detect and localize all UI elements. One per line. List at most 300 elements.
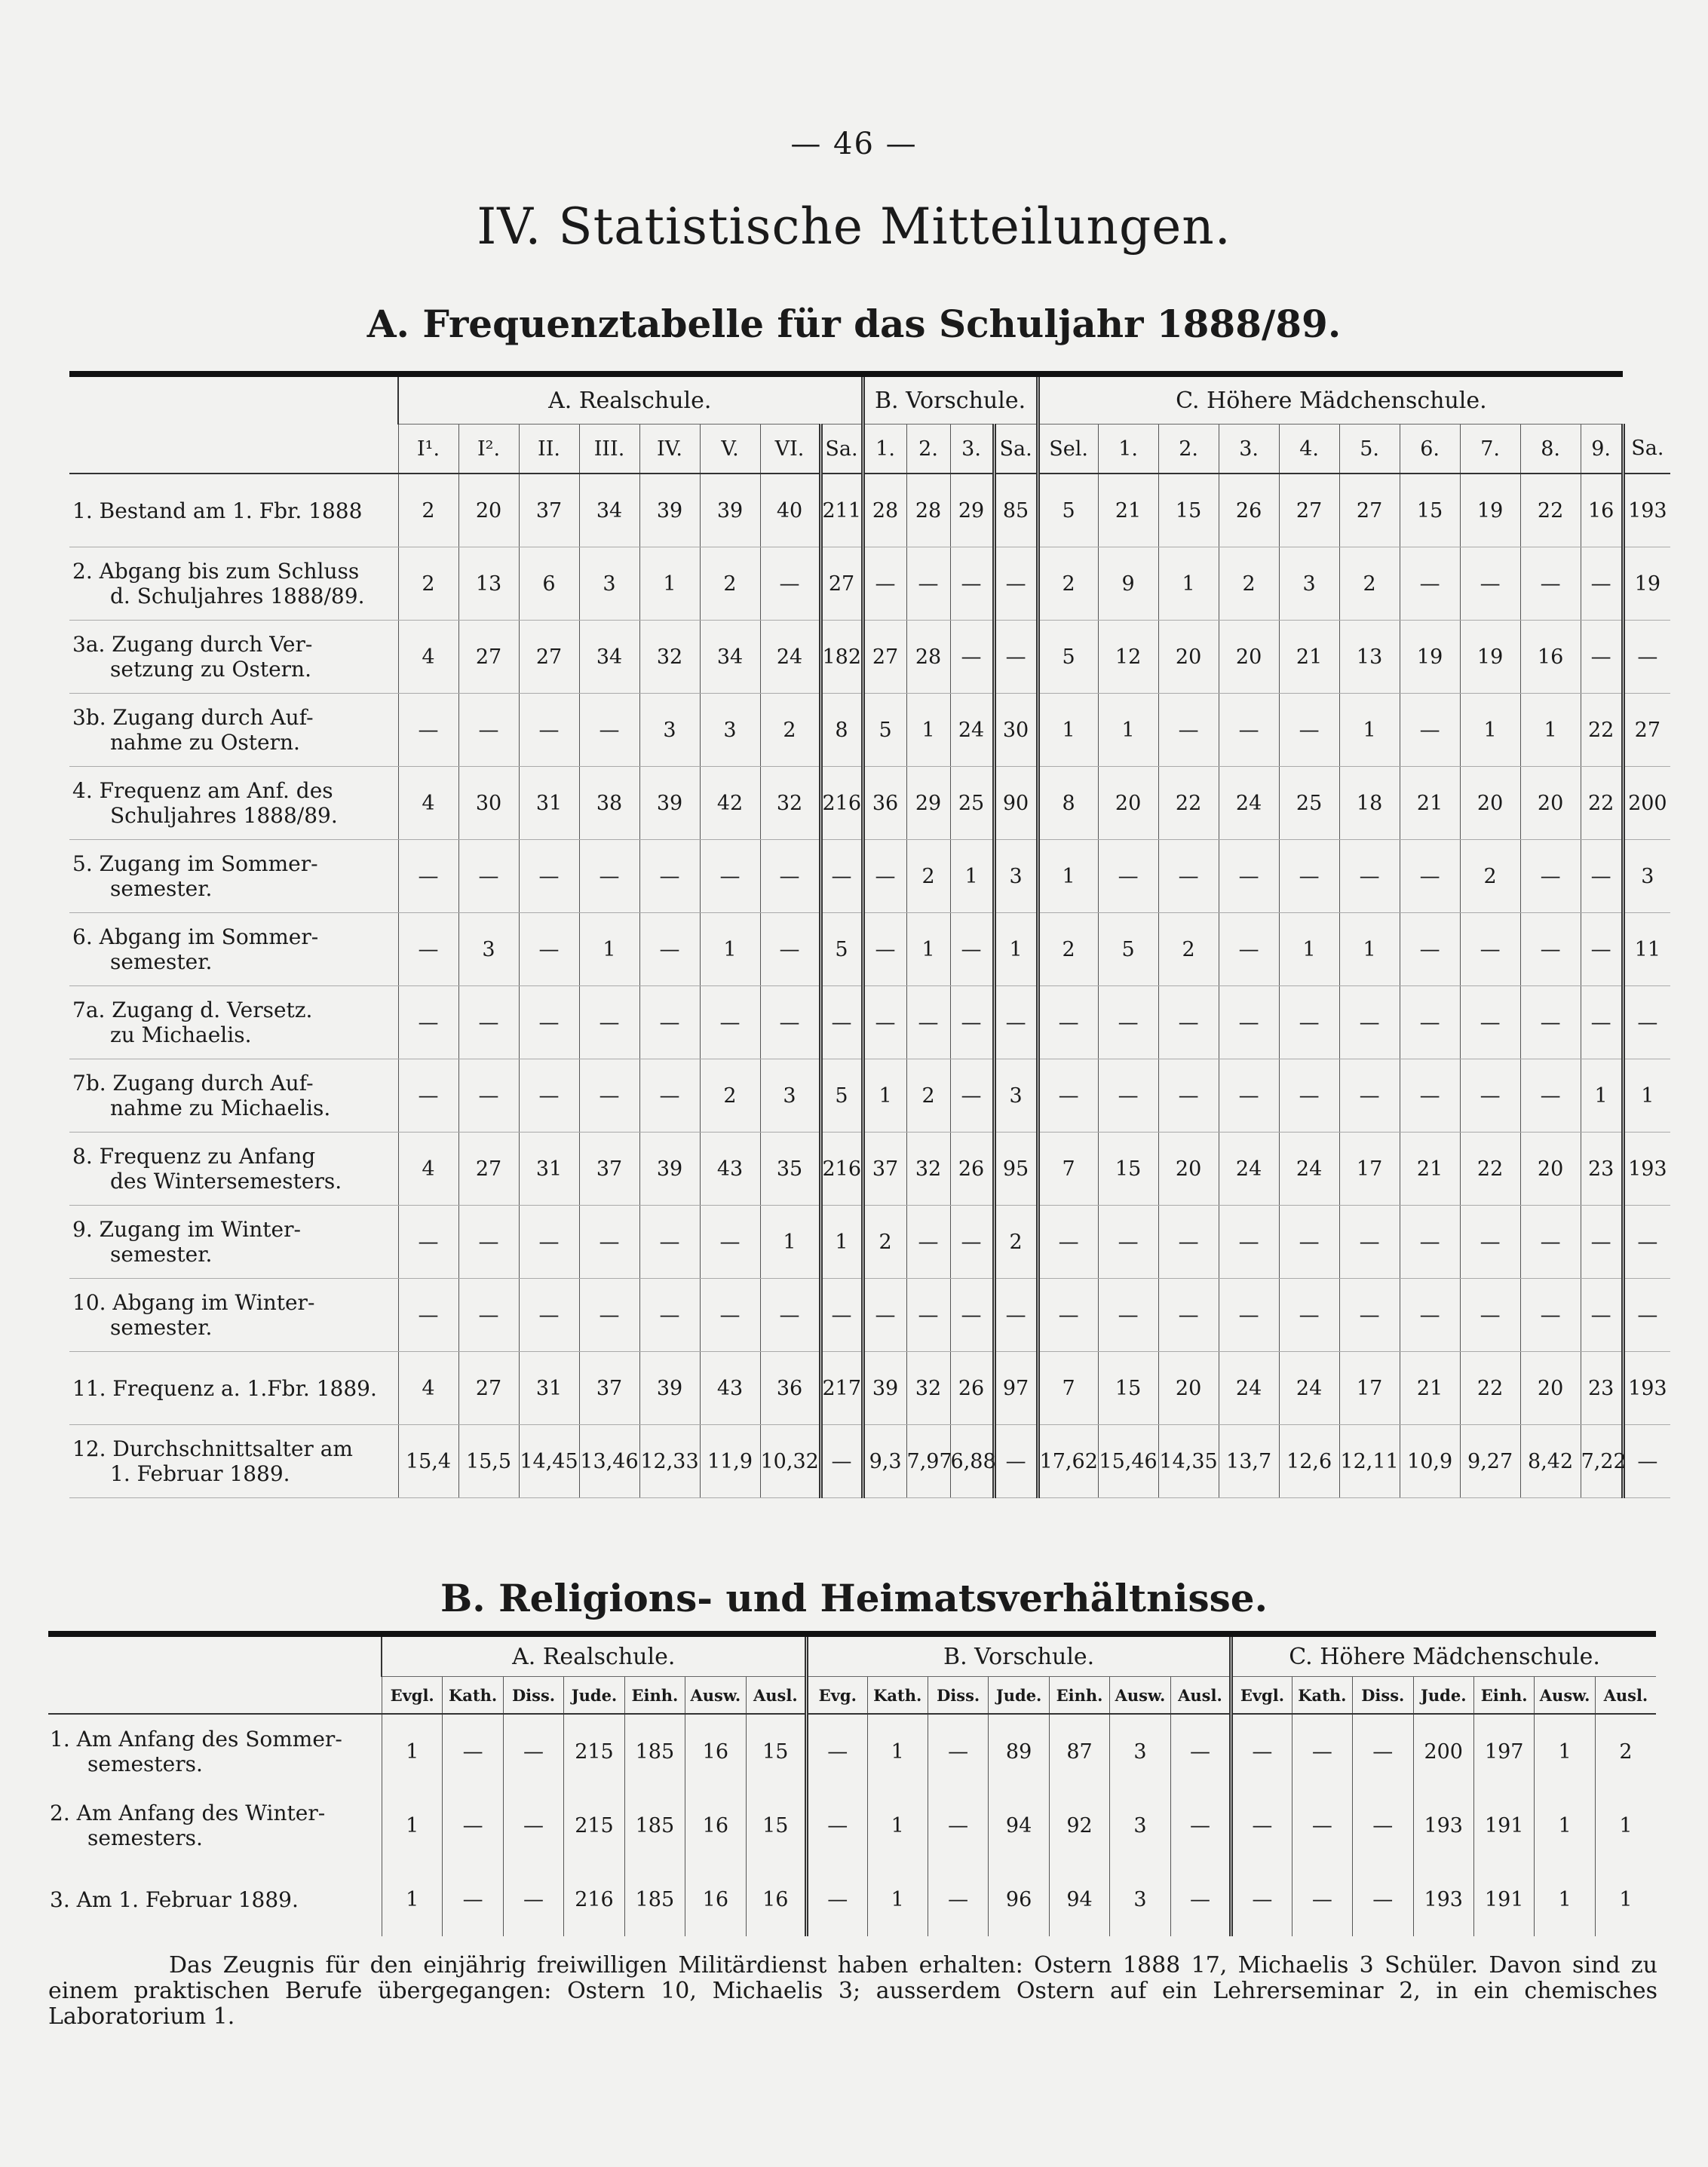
row-label-line: 5. Zugang im Sommer- <box>72 851 318 876</box>
table-cell: 27 <box>458 621 519 694</box>
table-cell: 17 <box>1339 1133 1400 1206</box>
table-cell: 4 <box>398 621 458 694</box>
table-cell: — <box>1292 1862 1352 1936</box>
table-cell: 20 <box>1520 767 1581 840</box>
column-header: Evgl. <box>382 1677 442 1715</box>
table-cell: — <box>1279 1059 1339 1133</box>
table-cell: — <box>1400 1279 1460 1352</box>
table-cell: 18 <box>1339 767 1400 840</box>
column-header: Jude. <box>564 1677 624 1715</box>
table-cell: 5 <box>1038 474 1098 547</box>
row-label-line: 3. Am 1. Februar 1889. <box>50 1887 299 1912</box>
table-cell: 193 <box>1413 1862 1473 1936</box>
table-cell: 24 <box>1219 1133 1279 1206</box>
table-cell: — <box>807 1788 867 1862</box>
table-cell: — <box>1170 1788 1231 1862</box>
table-cell: — <box>1279 694 1339 767</box>
table-cell: 15 <box>746 1788 807 1862</box>
table-cell: 27 <box>519 621 579 694</box>
table-cell: — <box>1400 913 1460 986</box>
table-cell: 27 <box>1339 474 1400 547</box>
table-cell: 193 <box>1623 1133 1670 1206</box>
table-cell: — <box>760 913 820 986</box>
table-cell: 2 <box>1158 913 1219 986</box>
table-cell: 20 <box>1520 1352 1581 1425</box>
table-cell: — <box>1219 1279 1279 1352</box>
table-cell: 16 <box>685 1714 746 1788</box>
table-cell: 5 <box>863 694 906 767</box>
row-label-line: 3a. Zugang durch Ver- <box>72 632 313 657</box>
table-cell: 1 <box>700 913 760 986</box>
table-cell: 26 <box>1219 474 1279 547</box>
table-cell: — <box>906 986 950 1059</box>
table-cell: 2 <box>398 474 458 547</box>
column-header: VI. <box>760 425 820 474</box>
table-cell: — <box>1158 1206 1219 1279</box>
table-cell: 37 <box>863 1133 906 1206</box>
table-cell: 95 <box>994 1133 1038 1206</box>
table-cell: 197 <box>1473 1714 1534 1788</box>
table-cell: — <box>1098 986 1158 1059</box>
table-cell: — <box>950 986 994 1059</box>
table-cell: 1 <box>1535 1714 1595 1788</box>
column-header: Diss. <box>928 1677 988 1715</box>
table-cell: — <box>519 913 579 986</box>
table-cell: 8 <box>820 694 863 767</box>
table-cell: 19 <box>1460 474 1520 547</box>
table-cell: 1 <box>1535 1862 1595 1936</box>
column-header: 3. <box>950 425 994 474</box>
table-cell: — <box>443 1788 503 1862</box>
table-cell: 28 <box>906 621 950 694</box>
table-cell: 20 <box>1158 621 1219 694</box>
table-cell: — <box>760 840 820 913</box>
table-cell: — <box>1339 1279 1400 1352</box>
table-cell: 2 <box>1219 547 1279 621</box>
column-header: 3. <box>1219 425 1279 474</box>
table-cell: 7,22 <box>1581 1425 1623 1498</box>
row-label-line: 10. Abgang im Winter- <box>72 1290 315 1315</box>
row-label <box>48 1862 382 1936</box>
table-cell: 20 <box>1219 621 1279 694</box>
table-cell: 7,97 <box>906 1425 950 1498</box>
table-cell: 7 <box>1038 1133 1098 1206</box>
group-header: B. Vorschule. <box>807 1634 1231 1677</box>
row-label <box>69 1133 398 1206</box>
table-cell: 32 <box>760 767 820 840</box>
table-cell: 39 <box>639 474 700 547</box>
table-cell: 40 <box>760 474 820 547</box>
column-header: Sa. <box>1623 425 1670 474</box>
table-cell: 3 <box>1110 1862 1170 1936</box>
table-cell: — <box>1158 694 1219 767</box>
table-row <box>69 1352 1670 1425</box>
table-cell: 1 <box>1158 547 1219 621</box>
column-header: Evg. <box>807 1677 867 1715</box>
row-label <box>69 1059 398 1133</box>
table-b-group-row <box>48 1634 1656 1677</box>
group-header: A. Realschule. <box>398 374 863 425</box>
table-cell: — <box>994 986 1038 1059</box>
table-cell: 23 <box>1581 1133 1623 1206</box>
table-cell: — <box>1581 913 1623 986</box>
table-cell: — <box>1231 1788 1292 1862</box>
table-cell: 43 <box>700 1352 760 1425</box>
row-label <box>69 1206 398 1279</box>
table-cell: 2 <box>906 1059 950 1133</box>
table-cell: 1 <box>1535 1788 1595 1862</box>
table-cell: — <box>1279 840 1339 913</box>
table-cell: 16 <box>746 1862 807 1936</box>
table-cell: 215 <box>564 1714 624 1788</box>
table-cell: — <box>639 986 700 1059</box>
table-cell: — <box>1231 1714 1292 1788</box>
table-cell: 14,35 <box>1158 1425 1219 1498</box>
table-cell: 13 <box>458 547 519 621</box>
table-cell: 2 <box>700 1059 760 1133</box>
table-cell: 3 <box>760 1059 820 1133</box>
table-cell: 14,45 <box>519 1425 579 1498</box>
table-cell: — <box>1400 1059 1460 1133</box>
table-cell: — <box>863 840 906 913</box>
table-row <box>69 913 1670 986</box>
table-cell: 16 <box>685 1862 746 1936</box>
table-cell: — <box>1520 1206 1581 1279</box>
table-cell: 32 <box>639 621 700 694</box>
table-cell: 21 <box>1400 767 1460 840</box>
table-row <box>69 986 1670 1059</box>
table-cell: 25 <box>950 767 994 840</box>
group-header: B. Vorschule. <box>863 374 1038 425</box>
column-header: 4. <box>1279 425 1339 474</box>
table-cell: — <box>1581 621 1623 694</box>
table-cell: 3 <box>1110 1788 1170 1862</box>
table-cell: 200 <box>1623 767 1670 840</box>
table-cell: 32 <box>906 1133 950 1206</box>
table-cell: — <box>1158 986 1219 1059</box>
table-cell: — <box>994 1279 1038 1352</box>
table-cell: — <box>458 840 519 913</box>
table-cell: — <box>1292 1714 1352 1788</box>
table-cell: — <box>1098 1059 1158 1133</box>
table-cell: 22 <box>1581 767 1623 840</box>
table-cell: 39 <box>639 1133 700 1206</box>
table-cell: 5 <box>820 913 863 986</box>
column-header: Ausw. <box>1110 1677 1170 1715</box>
table-cell: — <box>863 913 906 986</box>
table-cell: 39 <box>639 1352 700 1425</box>
table-cell: — <box>519 986 579 1059</box>
table-cell: 1 <box>760 1206 820 1279</box>
table-cell: — <box>579 694 639 767</box>
table-cell: — <box>1460 986 1520 1059</box>
table-cell: 90 <box>994 767 1038 840</box>
table-cell: — <box>398 840 458 913</box>
table-cell: — <box>1219 694 1279 767</box>
row-label <box>69 913 398 986</box>
table-cell: 1 <box>1581 1059 1623 1133</box>
table-cell: 15 <box>1098 1133 1158 1206</box>
table-cell: 2 <box>906 840 950 913</box>
table-cell: — <box>1400 694 1460 767</box>
table-cell: — <box>503 1714 563 1788</box>
section-b-title: B. Religions- und Heimatsverhältnisse. <box>440 1576 1268 1620</box>
table-cell: 22 <box>1581 694 1623 767</box>
table-cell: 42 <box>700 767 760 840</box>
table-cell: 211 <box>820 474 863 547</box>
table-cell: 27 <box>1623 694 1670 767</box>
table-cell: 3 <box>1279 547 1339 621</box>
table-cell: 34 <box>700 621 760 694</box>
table-cell: 3 <box>994 840 1038 913</box>
table-cell: 11 <box>1623 913 1670 986</box>
table-cell: 27 <box>458 1133 519 1206</box>
section-a-title: A. Frequenztabelle für das Schuljahr 1888/89. <box>366 302 1342 346</box>
table-cell: 193 <box>1623 474 1670 547</box>
table-cell: 216 <box>564 1862 624 1936</box>
table-cell: 1 <box>382 1788 442 1862</box>
table-cell: — <box>1353 1788 1413 1862</box>
table-cell: — <box>519 1279 579 1352</box>
frequency-table <box>69 371 1670 1498</box>
table-cell: — <box>1353 1862 1413 1936</box>
table-cell: — <box>1400 840 1460 913</box>
table-cell: 20 <box>458 474 519 547</box>
table-cell: — <box>760 547 820 621</box>
table-cell: 3 <box>639 694 700 767</box>
table-cell: — <box>1339 840 1400 913</box>
column-header: Diss. <box>503 1677 563 1715</box>
table-cell: — <box>1520 913 1581 986</box>
table-b-body <box>48 1714 1656 1936</box>
table-cell: 28 <box>863 474 906 547</box>
table-cell: 20 <box>1460 767 1520 840</box>
table-cell: — <box>820 840 863 913</box>
table-cell: 9,27 <box>1460 1425 1520 1498</box>
table-cell: 13 <box>1339 621 1400 694</box>
row-label-line: 2. Abgang bis zum Schluss <box>72 559 360 584</box>
column-header: 8. <box>1520 425 1581 474</box>
table-cell: — <box>1520 986 1581 1059</box>
table-cell: 1 <box>1038 840 1098 913</box>
table-cell: — <box>1038 986 1098 1059</box>
table-cell: — <box>1339 1059 1400 1133</box>
table-row <box>48 1714 1656 1788</box>
column-header: Einh. <box>1473 1677 1534 1715</box>
table-cell: — <box>906 1206 950 1279</box>
table-cell: 1 <box>1038 694 1098 767</box>
row-label <box>69 547 398 621</box>
table-cell: 9 <box>1098 547 1158 621</box>
table-cell: 19 <box>1623 547 1670 621</box>
row-label-line: d. Schuljahres 1888/89. <box>110 584 365 608</box>
row-label-line: 12. Durchschnittsalter am <box>72 1436 353 1461</box>
table-cell: 6,88 <box>950 1425 994 1498</box>
table-cell: 4 <box>398 1352 458 1425</box>
table-cell: — <box>458 1206 519 1279</box>
table-b-corner <box>48 1634 382 1714</box>
row-label-line: zu Michaelis. <box>110 1022 252 1047</box>
table-cell: — <box>1460 913 1520 986</box>
column-header: Sa. <box>820 425 863 474</box>
table-cell: 19 <box>1400 621 1460 694</box>
table-cell: — <box>700 1279 760 1352</box>
table-cell: 193 <box>1413 1788 1473 1862</box>
table-cell: — <box>579 1059 639 1133</box>
table-cell: — <box>700 840 760 913</box>
table-cell: — <box>639 913 700 986</box>
table-cell: 216 <box>820 767 863 840</box>
table-cell: — <box>950 547 994 621</box>
table-cell: 36 <box>760 1352 820 1425</box>
row-label-line: semester. <box>110 1315 213 1340</box>
table-cell: 25 <box>1279 767 1339 840</box>
table-cell: 20 <box>1098 767 1158 840</box>
table-cell: 26 <box>950 1133 994 1206</box>
table-cell: — <box>1279 1206 1339 1279</box>
table-cell: — <box>1219 986 1279 1059</box>
table-cell: 35 <box>760 1133 820 1206</box>
column-header: 1. <box>863 425 906 474</box>
table-cell: 2 <box>700 547 760 621</box>
table-cell: 20 <box>1520 1133 1581 1206</box>
table-cell: 21 <box>1098 474 1158 547</box>
table-cell: 16 <box>1581 474 1623 547</box>
table-cell: — <box>458 986 519 1059</box>
table-cell: 9,3 <box>863 1425 906 1498</box>
table-cell: — <box>1581 986 1623 1059</box>
table-cell: — <box>1581 840 1623 913</box>
column-header: Ausw. <box>685 1677 746 1715</box>
table-cell: 22 <box>1460 1133 1520 1206</box>
row-label-line: 6. Abgang im Sommer- <box>72 924 319 949</box>
table-cell: — <box>1339 1206 1400 1279</box>
table-row <box>69 621 1670 694</box>
table-cell: 20 <box>1158 1352 1219 1425</box>
table-cell: 24 <box>1279 1133 1339 1206</box>
table-cell: — <box>1170 1714 1231 1788</box>
row-label <box>69 986 398 1059</box>
table-cell: 36 <box>863 767 906 840</box>
table-cell: — <box>1460 547 1520 621</box>
table-cell: — <box>863 986 906 1059</box>
table-row <box>69 1279 1670 1352</box>
row-label <box>69 621 398 694</box>
table-cell: 85 <box>994 474 1038 547</box>
row-label-line: 1. Bestand am 1. Fbr. 1888 <box>72 498 363 523</box>
table-cell: 1 <box>867 1714 928 1788</box>
row-label-line: 11. Frequenz a. 1.Fbr. 1889. <box>72 1375 377 1401</box>
table-cell: — <box>1339 986 1400 1059</box>
column-header: Kath. <box>1292 1677 1352 1715</box>
table-cell: 26 <box>950 1352 994 1425</box>
column-header: 5. <box>1339 425 1400 474</box>
table-cell: 21 <box>1400 1133 1460 1206</box>
table-cell: — <box>994 547 1038 621</box>
row-label-line: des Wintersemesters. <box>110 1169 342 1194</box>
table-cell: 27 <box>863 621 906 694</box>
table-cell: 15,4 <box>398 1425 458 1498</box>
table-cell: — <box>1098 1279 1158 1352</box>
table-cell: — <box>1292 1788 1352 1862</box>
table-cell: 87 <box>1049 1714 1109 1788</box>
table-cell: — <box>458 1279 519 1352</box>
table-cell: 30 <box>458 767 519 840</box>
table-cell: — <box>1219 1059 1279 1133</box>
table-cell: 31 <box>519 767 579 840</box>
table-cell: — <box>1158 840 1219 913</box>
table-cell: 43 <box>700 1133 760 1206</box>
table-cell: 1 <box>579 913 639 986</box>
table-cell: 27 <box>820 547 863 621</box>
table-cell: — <box>398 913 458 986</box>
row-label <box>69 694 398 767</box>
column-header: 6. <box>1400 425 1460 474</box>
table-cell: 37 <box>579 1133 639 1206</box>
table-cell: 185 <box>624 1788 685 1862</box>
table-cell: — <box>458 694 519 767</box>
table-cell: — <box>950 913 994 986</box>
table-cell: — <box>398 1206 458 1279</box>
table-cell: 29 <box>906 767 950 840</box>
column-header: Jude. <box>989 1677 1049 1715</box>
table-row <box>48 1862 1656 1936</box>
table-cell: — <box>579 986 639 1059</box>
row-label <box>69 1425 398 1498</box>
table-cell: — <box>928 1788 988 1862</box>
table-cell: 1 <box>950 840 994 913</box>
table-row <box>69 767 1670 840</box>
table-cell: 38 <box>579 767 639 840</box>
table-cell: 16 <box>685 1788 746 1862</box>
table-cell: 5 <box>1038 621 1098 694</box>
table-cell: 3 <box>700 694 760 767</box>
table-cell: — <box>519 694 579 767</box>
table-cell: — <box>1219 913 1279 986</box>
table-cell: 39 <box>700 474 760 547</box>
table-cell: 215 <box>564 1788 624 1862</box>
table-cell: 34 <box>579 474 639 547</box>
table-cell: 1 <box>994 913 1038 986</box>
table-cell: 24 <box>760 621 820 694</box>
table-cell: — <box>950 1206 994 1279</box>
table-cell: 4 <box>398 1133 458 1206</box>
table-cell: — <box>950 1279 994 1352</box>
table-cell: — <box>1098 840 1158 913</box>
table-cell: 92 <box>1049 1788 1109 1862</box>
table-cell: — <box>579 1206 639 1279</box>
column-header: I². <box>458 425 519 474</box>
table-cell: 1 <box>382 1714 442 1788</box>
table-cell: — <box>994 1425 1038 1498</box>
table-cell: 21 <box>1279 621 1339 694</box>
table-cell: — <box>503 1788 563 1862</box>
table-cell: 34 <box>579 621 639 694</box>
table-row <box>48 1788 1656 1862</box>
table-cell: — <box>1219 840 1279 913</box>
table-cell: 1 <box>1520 694 1581 767</box>
table-cell: 1 <box>1098 694 1158 767</box>
table-cell: 15,46 <box>1098 1425 1158 1498</box>
table-cell: 11,9 <box>700 1425 760 1498</box>
table-cell: 3 <box>458 913 519 986</box>
table-cell: 2 <box>1038 547 1098 621</box>
table-cell: 2 <box>1339 547 1400 621</box>
table-cell: 15 <box>1158 474 1219 547</box>
table-cell: — <box>1623 986 1670 1059</box>
table-cell: 24 <box>1219 767 1279 840</box>
table-cell: — <box>519 840 579 913</box>
